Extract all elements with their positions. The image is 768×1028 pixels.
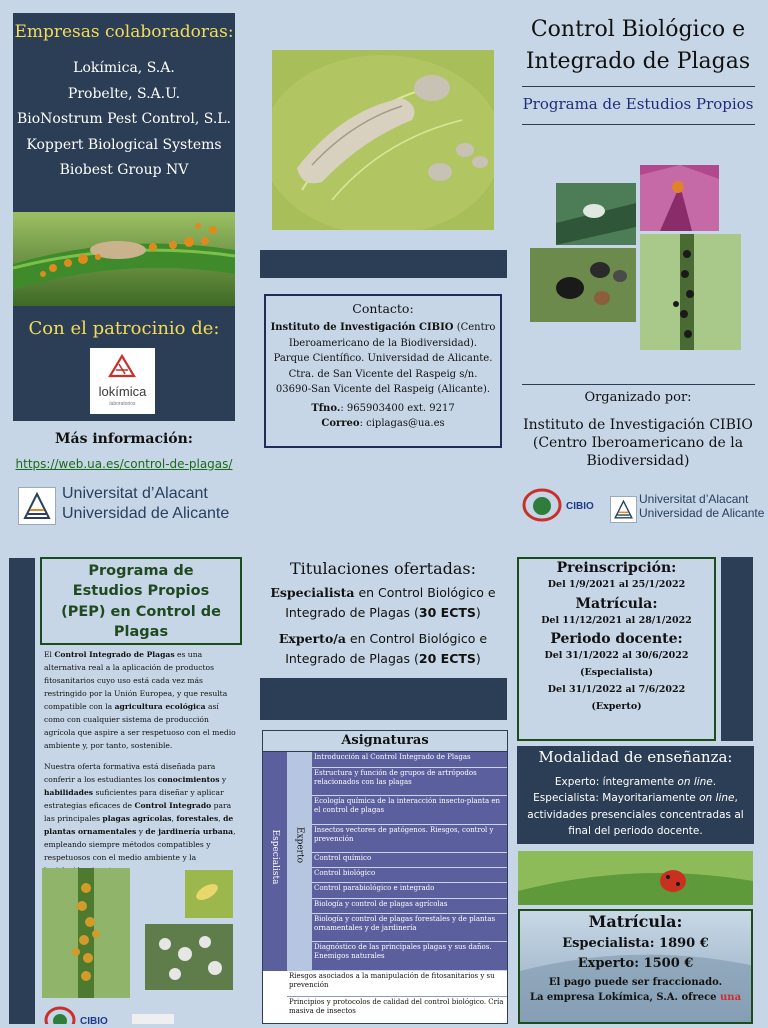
ua-name-right-1: Universitat d’Alacant [639, 492, 749, 506]
teaching-mode-text: Experto: íntegramente on line. Especialista: Mayoritariamente on line, actividades presenciales concentradas al final del periodo docente. [527, 776, 744, 837]
pep-paragraph-2: Nuestra oferta formativa está diseñada para conferir a los estudiantes los conocimientos y habilidades suficientes para diseñar y aplicar estrategias eficaces de Control Integrado para las principales plagas agrícolas, forestales, de plantas ornamentales y de jardinería urbana, empleando siempre métodos compatibles y respetuosos con el medio ambiente y la [44, 762, 236, 863]
ladybird-leaf-photo [518, 851, 753, 905]
divider [522, 86, 755, 87]
sponsor-heading: Con el patrocinio de: [28, 318, 220, 339]
subject-row-experto: Control químico [312, 853, 508, 868]
aphids-stem-photo-2 [640, 234, 741, 350]
decorative-bar [260, 678, 507, 720]
partner-logo [132, 1014, 174, 1024]
aphid-colony-photo [42, 868, 130, 998]
subject-row-experto: Biología y control de plagas forestales y de plantas ornamentales y de jardinería [312, 914, 508, 942]
ua-name-right-2: Universidad de Alicante [639, 506, 765, 520]
svg-text:lokímica: lokímica [98, 384, 147, 399]
organizer-name: Instituto de Investigación CIBIO (Centro Iberoamericano de la Biodiversidad) [523, 417, 753, 470]
preinscription-dates: Del 1/9/2021 al 25/1/2022 [547, 579, 686, 590]
teaching-mode-heading: Modalidad de enseñanza: [538, 748, 733, 766]
decorative-bar [260, 250, 507, 278]
contact-phone: Tfno.: 965903400 ext. 9217 [311, 402, 455, 414]
collaborators-heading: Empresas colaboradoras: [14, 22, 234, 42]
degree-experto: Experto/a en Control Biológico e Integrado de Plagas (20 ECTS) [278, 631, 488, 666]
pep-title-box: Programa de Estudios Propios (PEP) en Control de Plagas [40, 557, 242, 645]
contact-address-1: Parque Científico. Universidad de Alicante. [273, 353, 493, 365]
especialista-column: Especialista [263, 752, 287, 971]
fee-experto: Experto: 1500 € [577, 956, 694, 971]
pep-paragraph-1: El Control Integrado de Plagas es una alternativa real a la aplicación de productos fitosanitarios cuyo uso está cada vez más restringido por la Unión Europea, y que resulta compatible con la agricultura ecológica así como con cualquier sistema de producción agrícola que aspire a ser respetuoso con el medio ambiente y, por tanto, sostenible. [44, 650, 236, 751]
company-biobest: Biobest Group NV [59, 162, 189, 178]
teaching-period-heading: Periodo docente: [550, 631, 683, 648]
calendar-box [517, 557, 716, 741]
subject-row-experto: Biología y control de plagas agrícolas [312, 899, 508, 914]
ua-name-left-2: Universidad de Alicante [62, 505, 230, 522]
contact-box [264, 294, 502, 448]
subject-row-experto: Control parabiológico e integrado [312, 883, 508, 899]
subject-row-experto: Ecología química de la interacción insecto-planta en el control de plagas [312, 796, 508, 825]
decorative-bar [721, 557, 753, 741]
ua-logo-icon-right [610, 496, 637, 523]
divider [522, 384, 755, 385]
aphids-stem-photo [13, 212, 235, 306]
contact-institute: Instituto de Investigación CIBIO (Centro Iberoamericano de la Biodiversidad). [270, 322, 496, 349]
cover-title: Control Biológico e Integrado de Plagas [525, 17, 751, 74]
whitefly-leaf-photo [145, 924, 233, 990]
subject-row-experto: Estructura y función de grupos de artrópodos relacionados con las plagas [312, 768, 508, 796]
ladybird-flower-photo [640, 165, 719, 231]
company-bionostrum: BioNostrum Pest Control, S.L. [16, 111, 232, 127]
cibio-logo-bottom [42, 1002, 122, 1024]
company-koppert: Koppert Biological Systems [26, 137, 222, 153]
contact-address-3: 03690-San Vicente del Raspeig (Alicante). [275, 384, 491, 396]
organized-by-label: Organizado por: [584, 390, 692, 405]
larva-aphids-photo [272, 50, 494, 230]
teaching-dates-especialista: Del 31/1/2022 al 30/6/2022 (Especialista) Del 31/1/2022 al 7/6/2022 (Experto) [544, 650, 689, 713]
svg-text:laboratorios: laboratorios [109, 401, 136, 407]
more-info-heading: Más información: [55, 431, 193, 447]
fee-lokimica-note: La empresa Lokímica, S.A. ofrece una [529, 992, 742, 1003]
subject-row-experto: Insectos vectores de patógenos. Riesgos, control y prevención [312, 825, 508, 853]
teaching-mode-box [517, 746, 754, 844]
subject-row-experto: Control biológico [312, 868, 508, 883]
degrees-heading: Titulaciones ofertadas: [290, 559, 476, 578]
subjects-table [262, 730, 508, 1024]
subject-row-experto: Introducción al Control Integrado de Plagas [312, 752, 508, 768]
fee-especialista: Especialista: 1890 € [562, 936, 709, 951]
ua-logo-icon [18, 487, 56, 525]
cover-subtitle: Programa de Estudios Propios [522, 95, 754, 113]
contact-email: Correo: ciplagas@ua.es [321, 418, 445, 430]
cibio-logo [522, 485, 600, 525]
svg-text:CIBIO: CIBIO [566, 501, 594, 512]
contact-address-2: Ctra. de San Vicente del Raspeig s/n. [288, 368, 478, 380]
ants-aphids-photo [530, 248, 636, 322]
fee-installments-note: El pago puede ser fraccionado. [548, 977, 723, 988]
program-url-link[interactable]: https://web.ua.es/control-de-plagas/ [15, 457, 233, 471]
lokimica-logo [90, 348, 155, 414]
subject-row-especialista: Riesgos asociados a la manipulación de fitosanitarios y su prevención [287, 971, 508, 997]
subjects-heading: Asignaturas [263, 731, 507, 752]
decorative-bar [9, 558, 35, 1024]
ua-name-left-1: Universitat d’Alacant [62, 485, 208, 502]
experto-column: Experto [287, 752, 312, 971]
fees-heading: Matrícula: [588, 912, 683, 931]
subject-row-especialista: Principios y protocolos de calidad del control biológico. Cría masiva de insectos [287, 997, 508, 1024]
company-probelte: Probelte, S.A.U. [67, 86, 181, 102]
svg-text:CIBIO: CIBIO [80, 1016, 108, 1024]
company-lokimica: Lokímica, S.A. [73, 60, 175, 76]
subject-row-experto: Diagnóstico de las principales plagas y sus daños. Enemigos naturales [312, 942, 508, 971]
contact-heading: Contacto: [352, 301, 414, 316]
enrollment-heading: Matrícula: [575, 595, 658, 612]
degree-especialista: Especialista en Control Biológico e Integrado de Plagas (30 ECTS) [270, 585, 496, 620]
enrollment-dates: Del 11/12/2021 al 28/1/2022 [541, 614, 692, 626]
preinscription-heading: Preinscripción: [556, 560, 677, 576]
fees-box [518, 909, 753, 1024]
larva-leaf-photo [185, 870, 233, 918]
cocoon-leaf-photo [556, 183, 636, 245]
divider [522, 124, 755, 125]
